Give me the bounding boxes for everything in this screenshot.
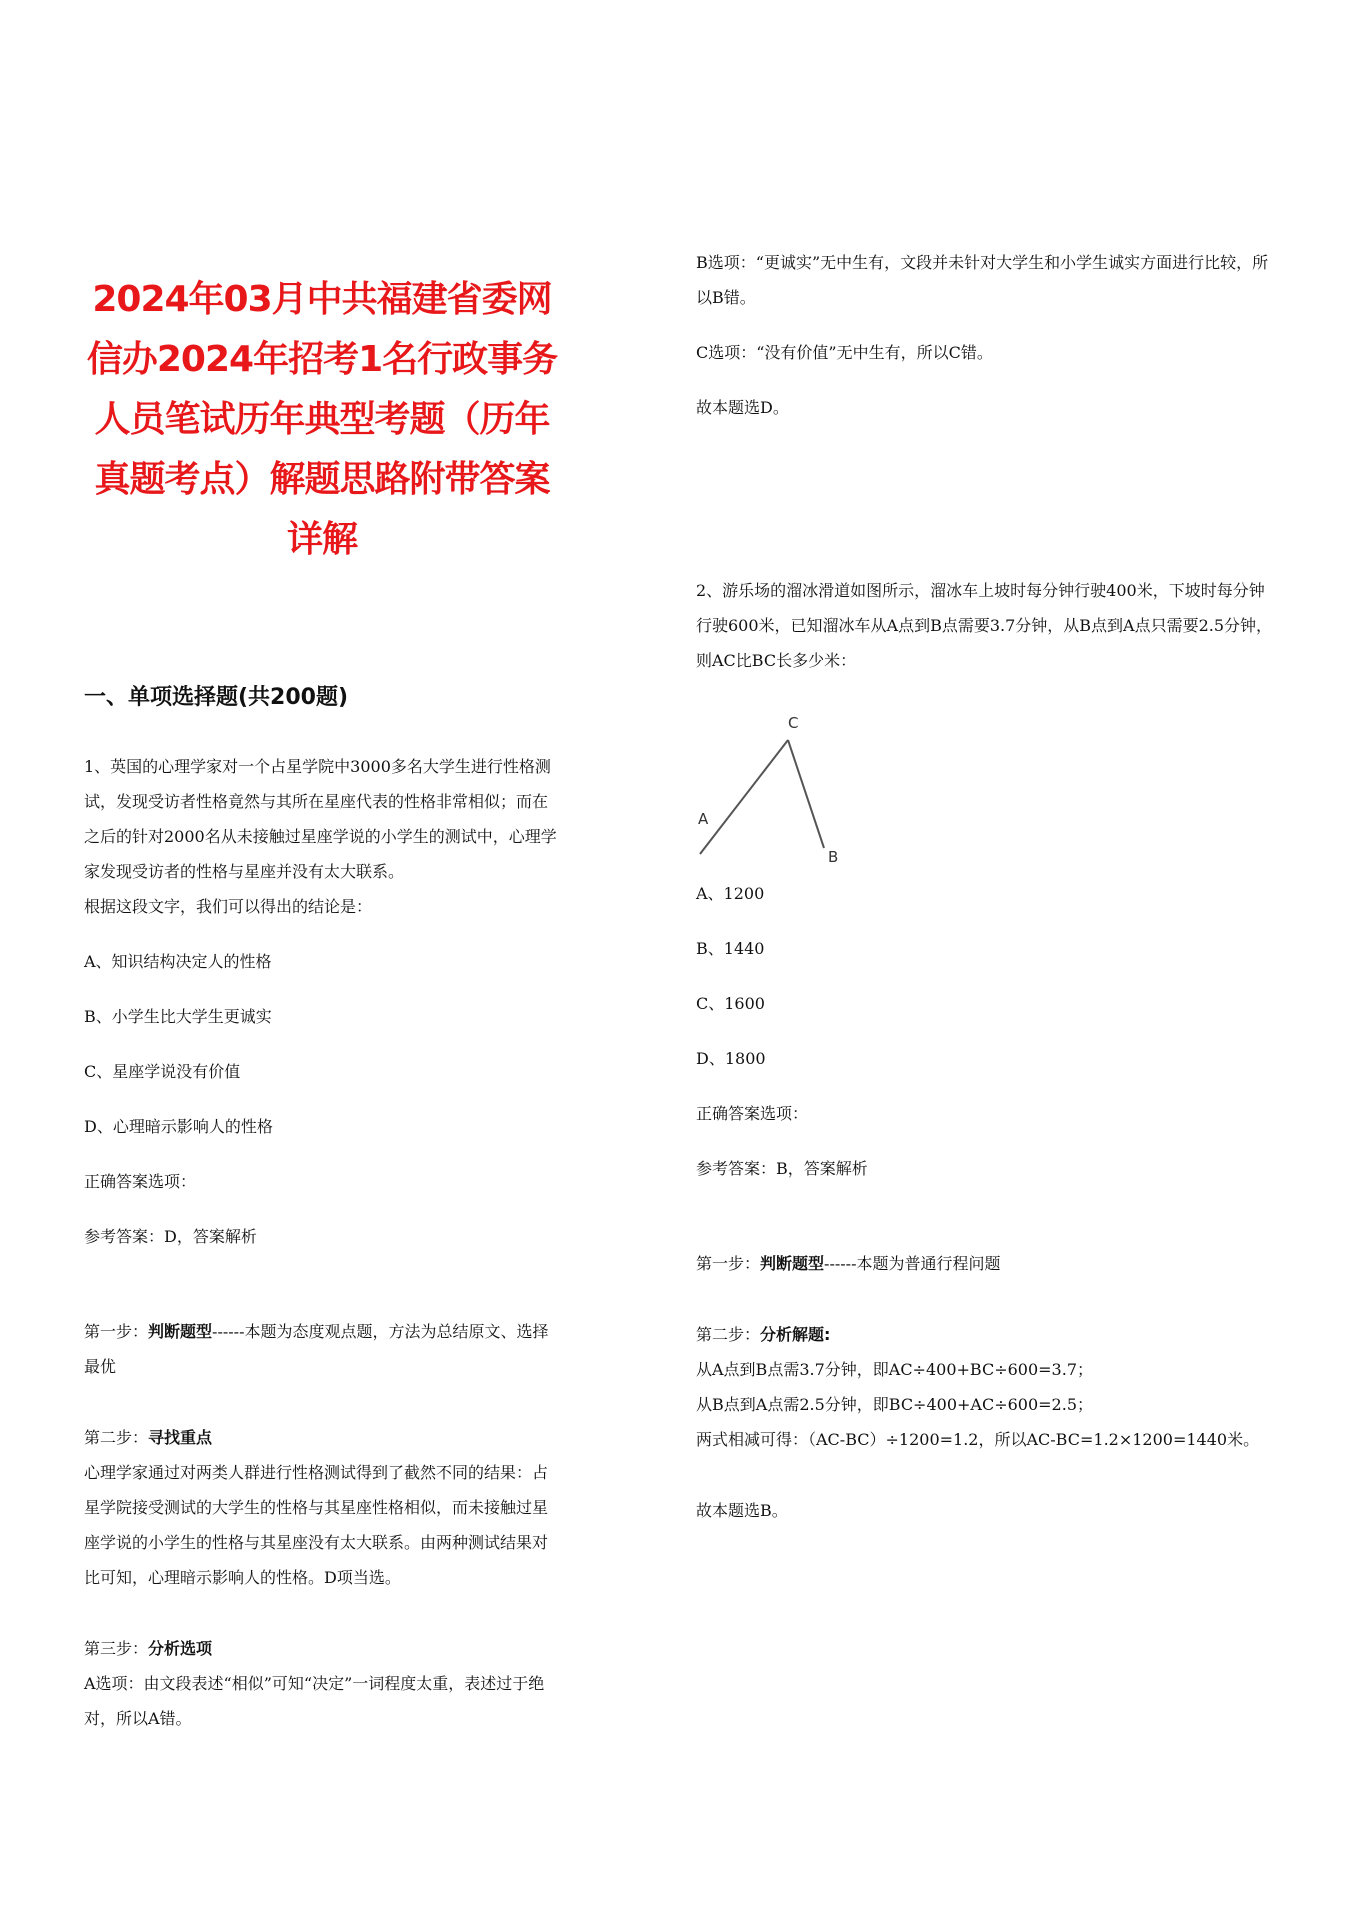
step-2-heading: 寻找重点 [148,1428,213,1447]
section-heading: 一、单项选择题(共200题) [84,685,349,710]
question-2-reference-answer: 参考答案：B，答案解析 [696,1159,868,1178]
question-2-step-2-line-1: 从A点到B点需3.7分钟，即AC÷400+BC÷600=3.7； [696,1360,1094,1379]
question-1-correct-label: 正确答案选项： [84,1172,197,1191]
question-1-option-a: A、知识结构决定人的性格 [84,952,272,971]
question-2-option-c: C、1600 [696,994,765,1013]
question-2-option-b: B、1440 [696,939,765,958]
question-1-step-3-option-b: B选项：“更诚实”无中生有，文段并未针对大学生和小学生诚实方面进行比较，所以B错。 [696,253,1269,307]
q2-step-1-text: ------本题为普通行程问题 [824,1254,1001,1273]
question-2-conclusion: 故本题选B。 [696,1501,788,1520]
question-2-step-1 [696,1246,1276,1281]
point-a-label: A [698,810,709,828]
step-3-prefix: 第三步： [84,1639,149,1658]
step-1-heading: 判断题型 [148,1322,213,1341]
question-1-step-2-text: 心理学家通过对两类人群进行性格测试得到了截然不同的结果：占星学院接受测试的大学生的性格与其星座性格相似，而未接触过星座学说的小学生的性格与其星座没有太大联系。由两种测试结果对比可知，心理暗示影响人的性格。D项当选。 [84,1463,549,1587]
line-ac [700,740,788,854]
q2-step-2-heading: 分析解题: [760,1325,831,1344]
question-2-step-2-line-2: 从B点到A点需2.5分钟，即BC÷400+AC÷600=2.5； [696,1395,1094,1414]
question-1-conclusion: 故本题选D。 [696,398,789,417]
question-1-option-c: C、星座学说没有价值 [84,1062,241,1081]
line-cb [788,740,824,848]
question-2-stem: 2、游乐场的溜冰滑道如图所示，溜冰车上坡时每分钟行驶400米，下坡时每分钟行驶600米，已知溜冰车从A点到B点需要3.7分钟，从B点到A点只需要2.5分钟，则AC比BC长多少米： [696,581,1273,670]
question-2-option-a: A、1200 [696,884,765,903]
step-3-heading: 分析选项 [148,1639,213,1658]
question-1-step-3-title [84,1631,560,1666]
question-2-correct-label: 正确答案选项： [696,1104,809,1123]
right-column [696,245,1276,1528]
point-b-label: B [828,848,839,866]
question-1-stem: 1、英国的心理学家对一个占星学院中3000多名大学生进行性格测试，发现受访者性格竟然与其所在星座代表的性格非常相似；而在之后的针对2000名从未接触过星座学说的小学生的测试中，心理学家发现受访者的性格与星座并没有太大联系。 [84,757,557,881]
step-1-text: ------本题为态度观点题，方法为总结原文、选择最优 [84,1322,549,1376]
document-title: 2024年03月中共福建省委网信办2024年招考1名行政事务人员笔试历年典型考题（历年真题考点）解题思路附带答案详解 [86,279,558,560]
question-1-step-1 [84,1314,560,1384]
question-1-step-2-title [84,1420,560,1455]
question-1-step-3-option-c: C选项：“没有价值”无中生有，所以C错。 [696,343,993,362]
question-2-step-2-line-3: 两式相减可得：（AC-BC）÷1200=1.2，所以AC-BC=1.2×1200=1440米。 [696,1430,1260,1449]
question-2-step-2-title [696,1317,1276,1352]
question-1-reference-answer: 参考答案：D，答案解析 [84,1227,257,1246]
question-1-prompt: 根据这段文字，我们可以得出的结论是： [84,897,373,916]
q2-step-1-heading: 判断题型 [760,1254,825,1273]
slide-diagram [696,706,856,866]
question-1-step-3-option-a: A选项：由文段表述“相似”可知“决定”一词程度太重，表述过于绝对，所以A错。 [84,1674,545,1728]
q2-step-1-prefix: 第一步： [696,1254,761,1273]
left-column [84,270,560,1736]
question-1-option-d: D、心理暗示影响人的性格 [84,1117,273,1136]
question-2-option-d: D、1800 [696,1049,766,1068]
question-1-option-b: B、小学生比大学生更诚实 [84,1007,272,1026]
q2-step-2-prefix: 第二步： [696,1325,761,1344]
point-c-label: C [788,714,799,732]
step-2-prefix: 第二步： [84,1428,149,1447]
step-1-prefix: 第一步： [84,1322,149,1341]
